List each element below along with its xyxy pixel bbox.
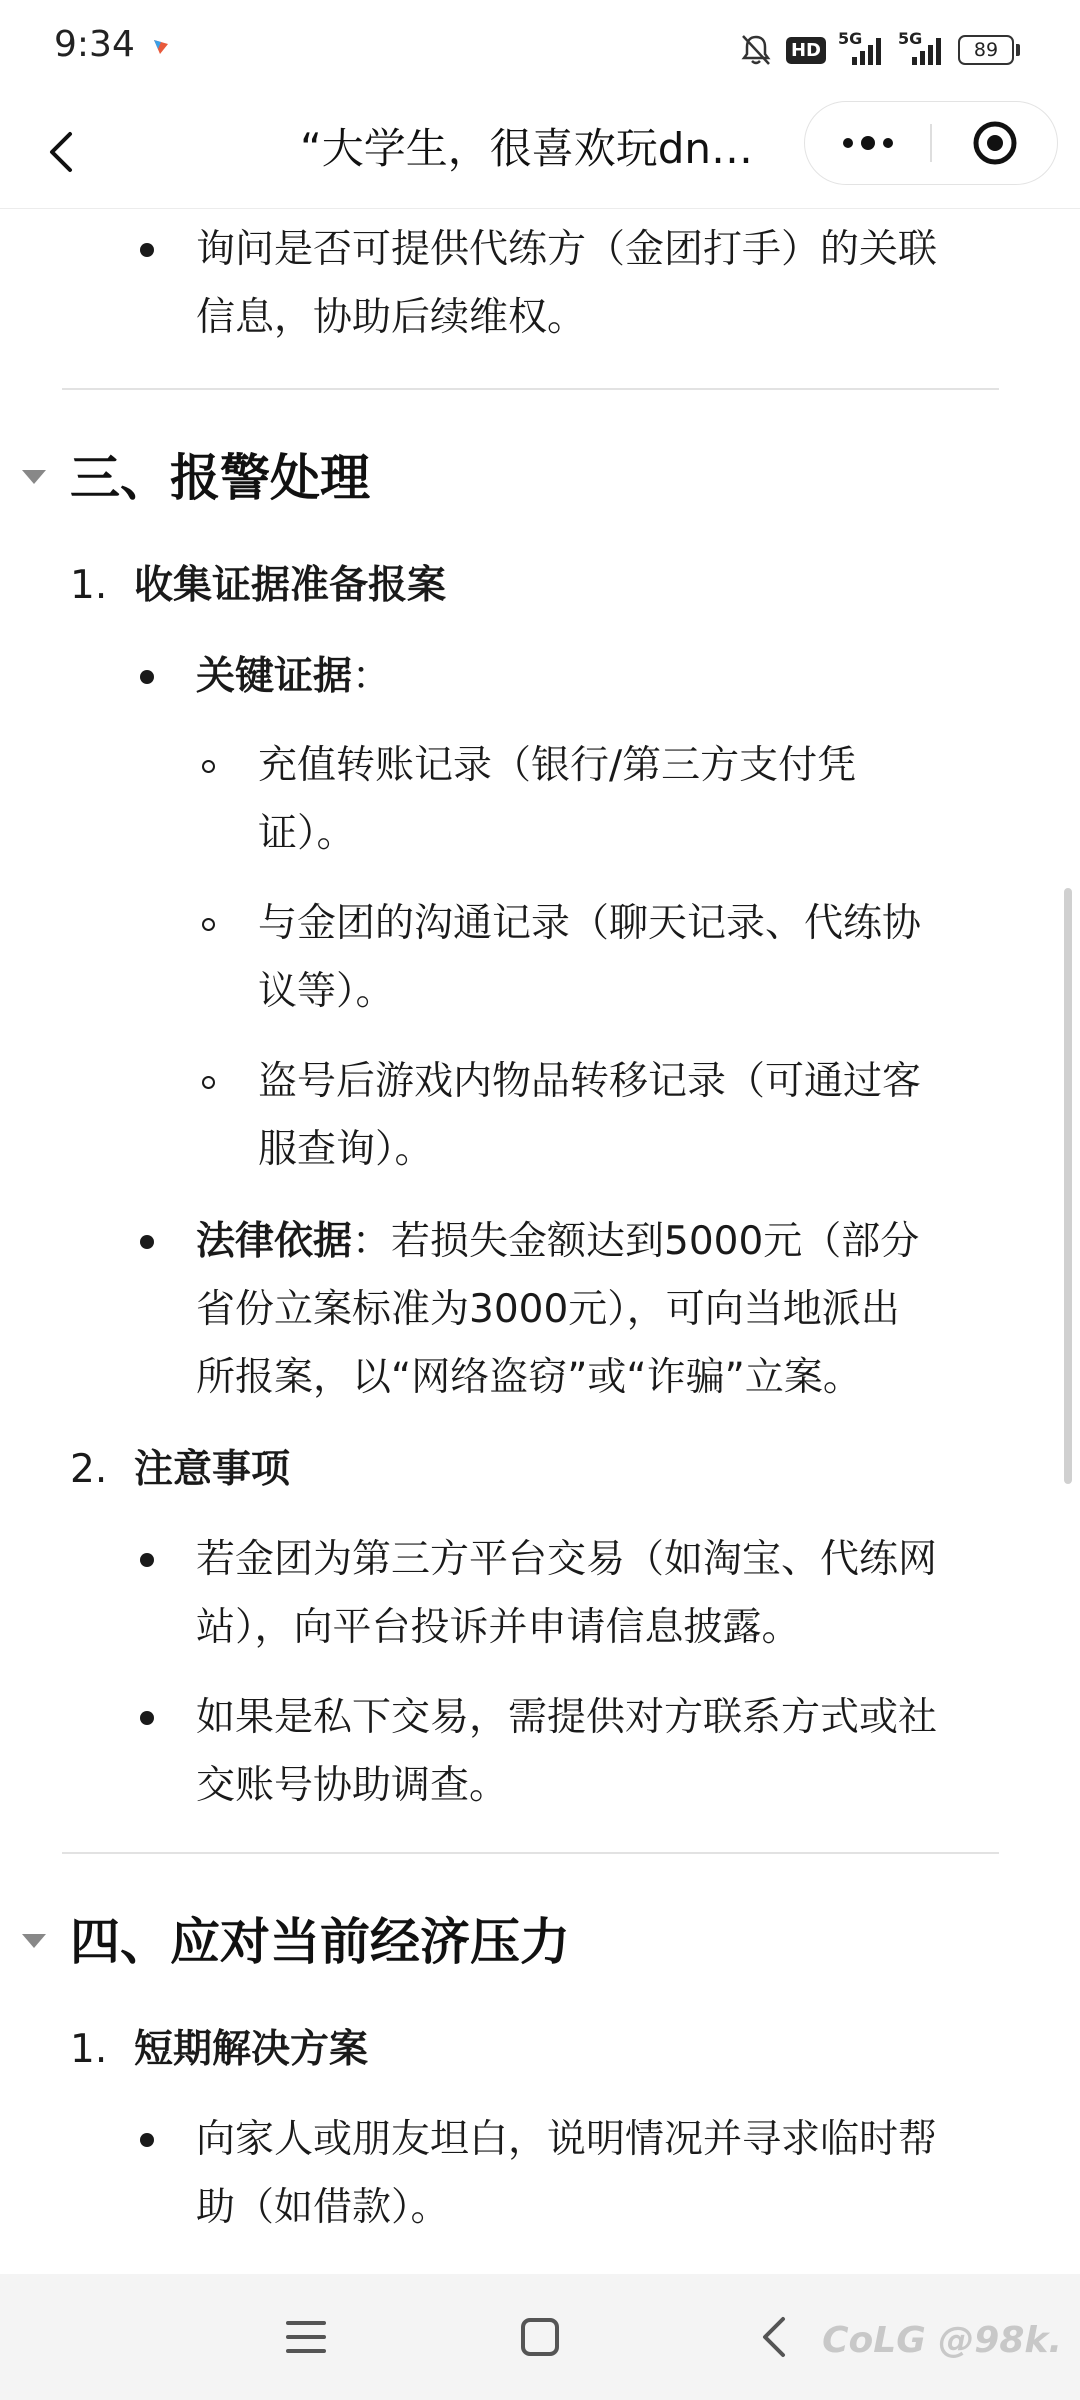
status-bar [0,0,1080,96]
system-back-button[interactable] [740,2304,810,2370]
sub-list-item-text: 服查询）。 [258,1127,434,1172]
bullet-marker [140,1711,154,1725]
list-item-text [196,1208,919,1276]
sub-bullet-marker [202,760,215,773]
sub-bullet-marker [202,1076,215,1089]
page-title: “大学生，很喜欢玩dn… [300,124,754,173]
list-item-text: 信息，协助后续维权。 [196,295,587,340]
nav-bar [0,96,1080,209]
home-button[interactable] [505,2304,575,2370]
list-item-text [196,643,391,711]
chevron-left-icon [755,2313,795,2361]
collapse-caret-icon[interactable] [22,470,46,484]
bullet-marker [140,1235,154,1249]
sub-list-item-text: 充值转账记录（银行/第三方支付凭 [258,743,857,788]
section-divider [62,388,999,390]
key-evidence-label: 关键证据 [196,654,353,699]
close-mini-program-button[interactable] [932,102,1057,184]
section-heading: 四、应对当前经济压力 [70,1913,570,1971]
collapse-caret-icon[interactable] [22,1934,46,1948]
square-home-icon [518,2315,562,2359]
legal-basis-text: ：若损失金额达到5000元（部分 [352,1219,920,1264]
sub-bullet-marker [202,918,215,931]
scrollbar[interactable] [1064,888,1072,1484]
list-item-text: 询问是否可提供代练方（金团打手）的关联 [196,227,938,272]
section-heading: 三、报警处理 [70,449,370,507]
list-item-text: 如果是私下交易，需提供对方联系方式或社 [196,1695,938,1740]
section-divider [62,1852,999,1854]
key-evidence-colon: ： [352,654,392,699]
article-content [0,208,1080,2274]
status-icons [738,30,1020,70]
app-notification-icon [152,38,170,56]
bullet-marker [140,1553,154,1567]
list-number: 1. [70,2027,108,2072]
back-button[interactable] [34,122,94,182]
watermark: CoLG @98k. [822,2320,1062,2361]
chevron-left-icon [34,122,94,182]
list-item-text: 助（如借款）。 [196,2185,450,2230]
sub-list-item-text: 证）。 [258,811,356,856]
list-number: 2. [70,1447,108,1492]
list-number: 1. [70,563,108,608]
bullet-marker [140,670,154,684]
target-close-icon [970,118,1020,168]
more-dots-icon [838,133,898,153]
bullet-marker [140,243,154,257]
list-item-text: 省份立案标准为3000元），可向当地派出 [196,1287,900,1332]
hd-voice-badge: HD [786,37,826,64]
signal-5g-2-icon: 5G [898,33,946,67]
list-item-title: 注意事项 [134,1447,291,1492]
recent-apps-button[interactable] [271,2304,341,2370]
signal-5g-1-icon: 5G [838,33,886,67]
list-item-text: 所报案，以“网络盗窃”或“诈骗”立案。 [196,1355,862,1400]
sub-list-item-text: 议等）。 [258,969,395,1014]
list-item-text: 交账号协助调查。 [196,1763,509,1808]
list-item-title: 收集证据准备报案 [134,563,447,608]
list-item-title: 短期解决方案 [134,2027,369,2072]
list-item-text: 若金团为第三方平台交易（如淘宝、代练网 [196,1537,938,1582]
battery-level: 89 [973,39,999,61]
menu-icon [284,2317,328,2357]
bullet-marker [140,2133,154,2147]
mini-program-capsule [804,101,1058,185]
sub-list-item-text: 盗号后游戏内物品转移记录（可通过客 [258,1059,922,1104]
legal-basis-label: 法律依据 [196,1219,353,1264]
bell-muted-icon [738,32,774,68]
status-time: 9:34 [54,24,135,65]
battery-icon [958,35,1020,65]
list-item-text: 向家人或朋友坦白，说明情况并寻求临时帮 [196,2117,938,2162]
list-item-text: 站），向平台投诉并申请信息披露。 [196,1605,801,1650]
sub-list-item-text: 与金团的沟通记录（聊天记录、代练协 [258,901,922,946]
more-button[interactable] [805,102,930,184]
system-nav-bar [0,2274,1080,2400]
